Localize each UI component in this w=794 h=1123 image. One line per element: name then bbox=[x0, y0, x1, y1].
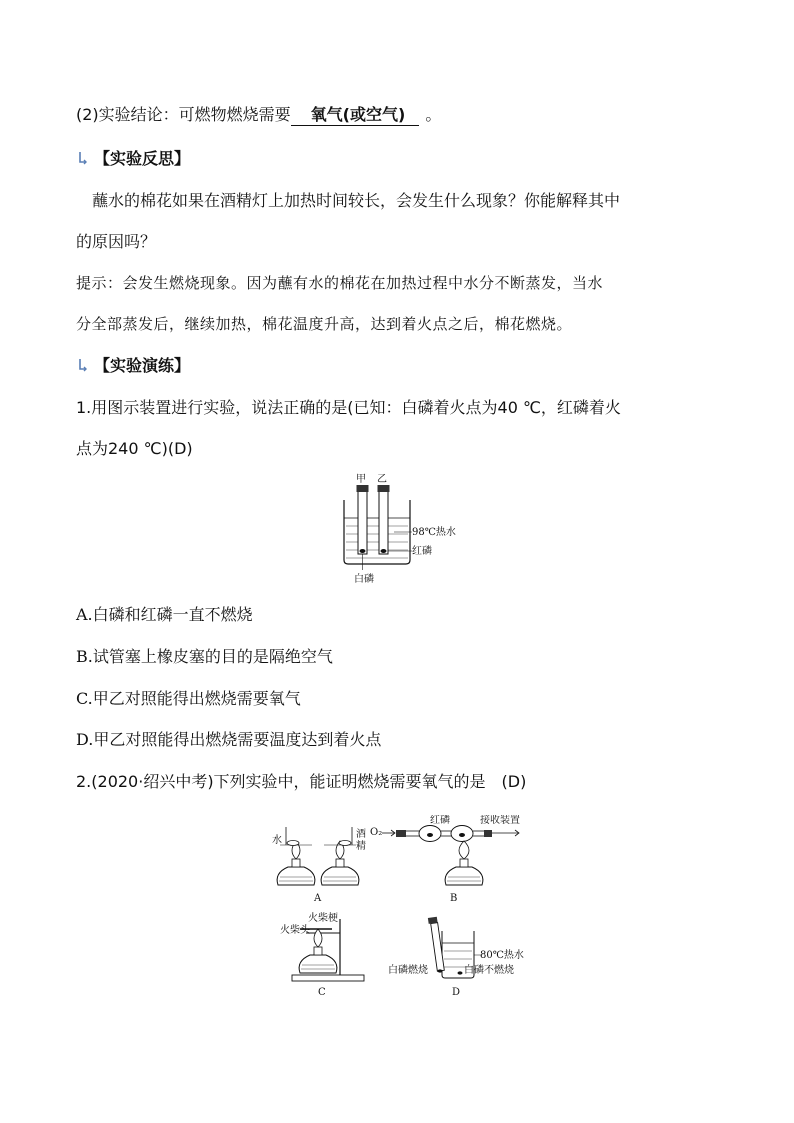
q1-stem-line1: 1.用图示装置进行实验，说法正确的是(已知：白磷着火点为40 ℃，红磷着火 bbox=[76, 398, 621, 417]
white-phosphorus-mark bbox=[360, 549, 366, 553]
c-match-head-label: 火柴头 bbox=[280, 925, 310, 936]
hot-water-label: 98℃热水 bbox=[412, 527, 456, 538]
d-label: D bbox=[452, 987, 461, 998]
reflection-heading-text: 【实验反思】 bbox=[94, 149, 191, 168]
a-alcohol-label-1: 酒 bbox=[356, 829, 366, 840]
q2-stem-line1: 2.(2020·绍兴中考)下列实验中，能证明燃烧需要氧气的是 (D) bbox=[76, 772, 527, 791]
q1-option-a: A.白磷和红磷一直不燃烧 bbox=[76, 605, 253, 624]
q1-option-c: C.甲乙对照能得出燃烧需要氧气 bbox=[76, 689, 301, 708]
c-match-stem-label: 火柴梗 bbox=[308, 913, 338, 924]
experiment-c bbox=[280, 911, 364, 998]
reflection-hint-line2: 分全部蒸发后，继续加热，棉花温度升高，达到着火点之后，棉花燃烧。 bbox=[76, 315, 573, 333]
red-phosphorus-label: 红磷 bbox=[412, 546, 432, 557]
q1-option-b: B.试管塞上橡皮塞的目的是隔绝空气 bbox=[76, 647, 333, 666]
white-phosphorus-label: 白磷 bbox=[354, 574, 374, 585]
d-burning-label: 白磷燃烧 bbox=[388, 965, 428, 976]
conclusion-line bbox=[76, 104, 441, 126]
b-red-phosphorus-label: 红磷 bbox=[430, 815, 450, 826]
conclusion-answer: 氧气(或空气) bbox=[291, 105, 420, 126]
d-not-burning-label: 白磷不燃烧 bbox=[464, 965, 514, 976]
a-water-label: 水 bbox=[272, 835, 282, 846]
reflection-heading bbox=[78, 148, 190, 170]
conclusion-suffix: 。 bbox=[425, 105, 442, 124]
practice-heading-text: 【实验演练】 bbox=[94, 356, 191, 375]
reflection-hint-line1: 提示：会发生燃烧现象。因为蘸有水的棉花在加热过程中水分不断蒸发，当水 bbox=[76, 274, 604, 292]
tube-yi-label: 乙 bbox=[377, 474, 387, 485]
a-label: A bbox=[314, 893, 322, 904]
practice-heading bbox=[78, 355, 190, 377]
q1-stem-line2: 点为240 ℃)(D) bbox=[76, 439, 193, 458]
red-phosphorus-mark bbox=[381, 549, 387, 553]
a-alcohol-label-2: 精 bbox=[356, 841, 366, 852]
q1-apparatus-figure bbox=[332, 472, 462, 592]
q2-experiments-figure bbox=[270, 815, 540, 1005]
b-label: B bbox=[450, 893, 458, 904]
experiment-d bbox=[388, 917, 524, 998]
section-marker-icon bbox=[78, 358, 88, 372]
b-collector-label: 接收装置 bbox=[480, 815, 520, 826]
c-label: C bbox=[318, 987, 326, 998]
conclusion-prefix: (2)实验结论：可燃物燃烧需要 bbox=[76, 105, 291, 124]
section-marker-icon bbox=[78, 151, 88, 165]
reflection-question-line1: 蘸水的棉花如果在酒精灯上加热时间较长，会发生什么现象？你能解释其中 bbox=[92, 191, 621, 210]
d-hot-water-label: 80℃热水 bbox=[480, 950, 524, 961]
reflection-question-line2: 的原因吗？ bbox=[76, 232, 157, 251]
experiment-b bbox=[370, 815, 520, 904]
experiment-a bbox=[272, 827, 366, 904]
q1-option-d: D.甲乙对照能得出燃烧需要温度达到着火点 bbox=[76, 730, 382, 749]
tube-jia-label: 甲 bbox=[356, 474, 366, 485]
b-oxygen-label: O₂ bbox=[370, 827, 383, 838]
